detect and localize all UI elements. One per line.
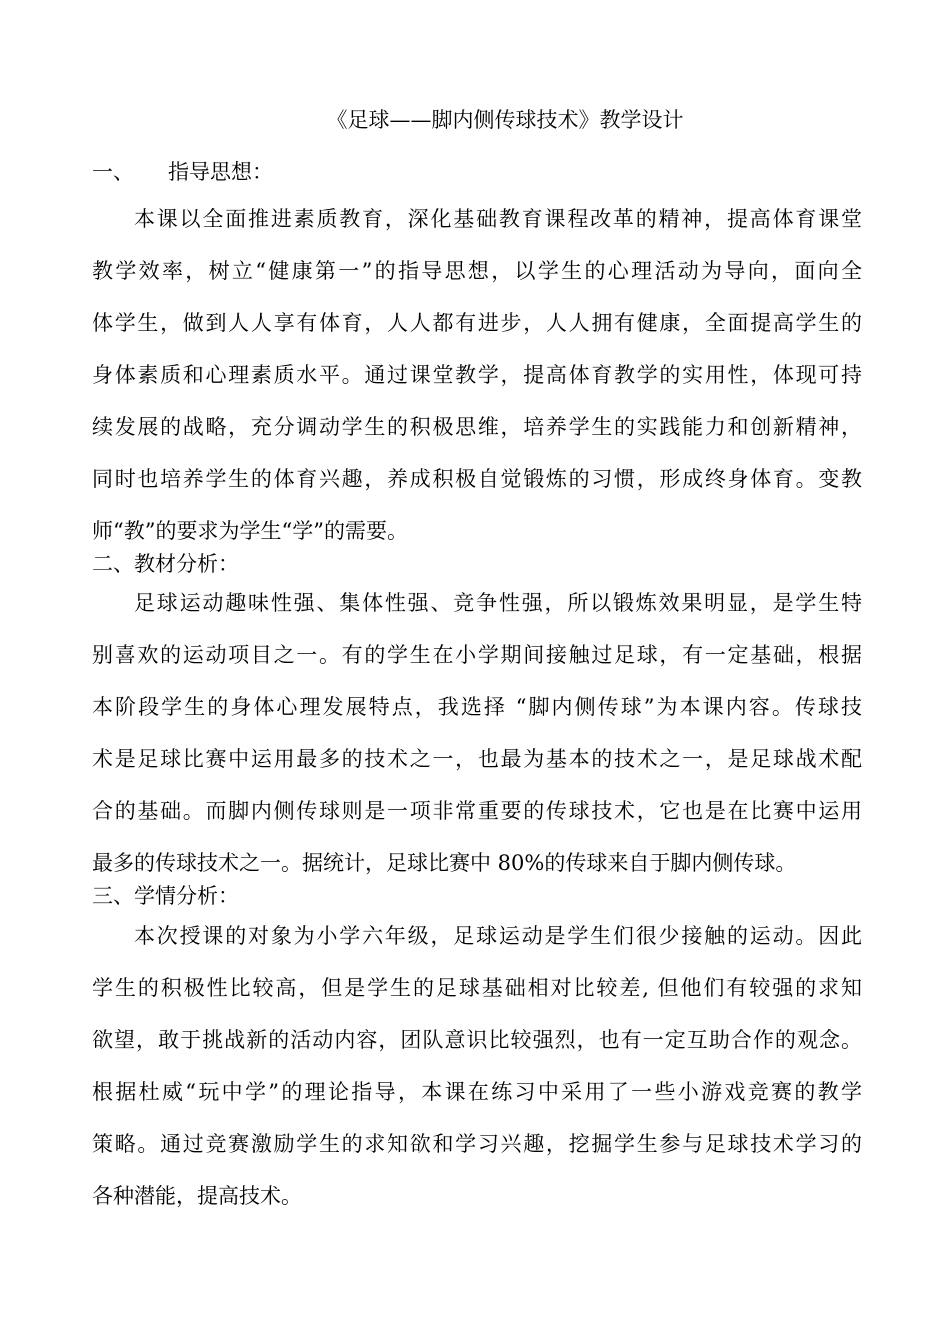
section-title: 指导思想： xyxy=(168,160,273,184)
paragraph-line: 各种潜能，提高技术。 xyxy=(92,1184,302,1208)
section-title: 学情分析： xyxy=(134,884,239,908)
paragraph-line: 师“教”的要求为学生“学”的需要。 xyxy=(92,519,408,543)
paragraph-line: 教学效率，树立“健康第一”的指导思想，以学生的心理活动为导向，面向全 xyxy=(92,259,862,283)
paragraph-line: 本课以全面推进素质教育，深化基础教育课程改革的精神，提高体育课堂 xyxy=(134,207,862,231)
paragraph-line: 学生的积极性比较高，但是学生的足球基础相对比较差, 但他们有较强的求知 xyxy=(92,976,862,1000)
section-heading-student-analysis xyxy=(92,880,239,912)
section-paragraph-guiding-ideology xyxy=(92,193,862,557)
section-number: 三、 xyxy=(92,884,134,908)
paragraph-line: 根据杜威“玩中学”的理论指导，本课在练习中采用了一些小游戏竞赛的教学 xyxy=(92,1080,862,1104)
paragraph-line: 身体素质和心理素质水平。通过课堂教学，提高体育教学的实用性，体现可持 xyxy=(92,363,862,387)
paragraph-line: 最多的传球技术之一。据统计，足球比赛中 80%的传球来自于脚内侧传球。 xyxy=(92,851,797,875)
section-heading-guiding-ideology xyxy=(92,156,273,188)
document-title: 《足球——脚内侧传球技术》教学设计 xyxy=(326,108,684,132)
paragraph-line: 本阶段学生的身体心理发展特点，我选择 “脚内侧传球”为本课内容。传球技 xyxy=(92,695,862,719)
paragraph-line: 本次授课的对象为小学六年级，足球运动是学生们很少接触的运动。因此 xyxy=(134,924,862,948)
paragraph-line: 足球运动趣味性强、集体性强、竞争性强，所以锻炼效果明显，是学生特 xyxy=(134,591,862,615)
paragraph-line: 策略。通过竞赛激励学生的求知欲和学习兴趣，挖掘学生参与足球技术学习的 xyxy=(92,1132,862,1156)
paragraph-line: 续发展的战略，充分调动学生的积极思维，培养学生的实践能力和创新精神， xyxy=(92,415,862,439)
paragraph-line: 别喜欢的运动项目之一。有的学生在小学期间接触过足球，有一定基础，根据 xyxy=(92,643,862,667)
section-title: 教材分析： xyxy=(134,552,239,576)
paragraph-line: 同时也培养学生的体育兴趣，养成积极自觉锻炼的习惯，形成终身体育。变教 xyxy=(92,467,862,491)
paragraph-line: 术是足球比赛中运用最多的技术之一，也最为基本的技术之一，是足球战术配 xyxy=(92,747,862,771)
section-heading-material-analysis xyxy=(92,548,239,580)
section-number: 二、 xyxy=(92,552,134,576)
section-paragraph-student-analysis xyxy=(92,910,862,1222)
paragraph-line: 欲望，敢于挑战新的活动内容，团队意识比较强烈，也有一定互助合作的观念。 xyxy=(92,1028,862,1052)
paragraph-line: 体学生，做到人人享有体育，人人都有进步，人人拥有健康，全面提高学生的 xyxy=(92,311,862,335)
section-paragraph-material-analysis xyxy=(92,577,862,889)
section-number: 一、 xyxy=(92,160,134,184)
paragraph-line: 合的基础。而脚内侧传球则是一项非常重要的传球技术，它也是在比赛中运用 xyxy=(92,799,862,823)
